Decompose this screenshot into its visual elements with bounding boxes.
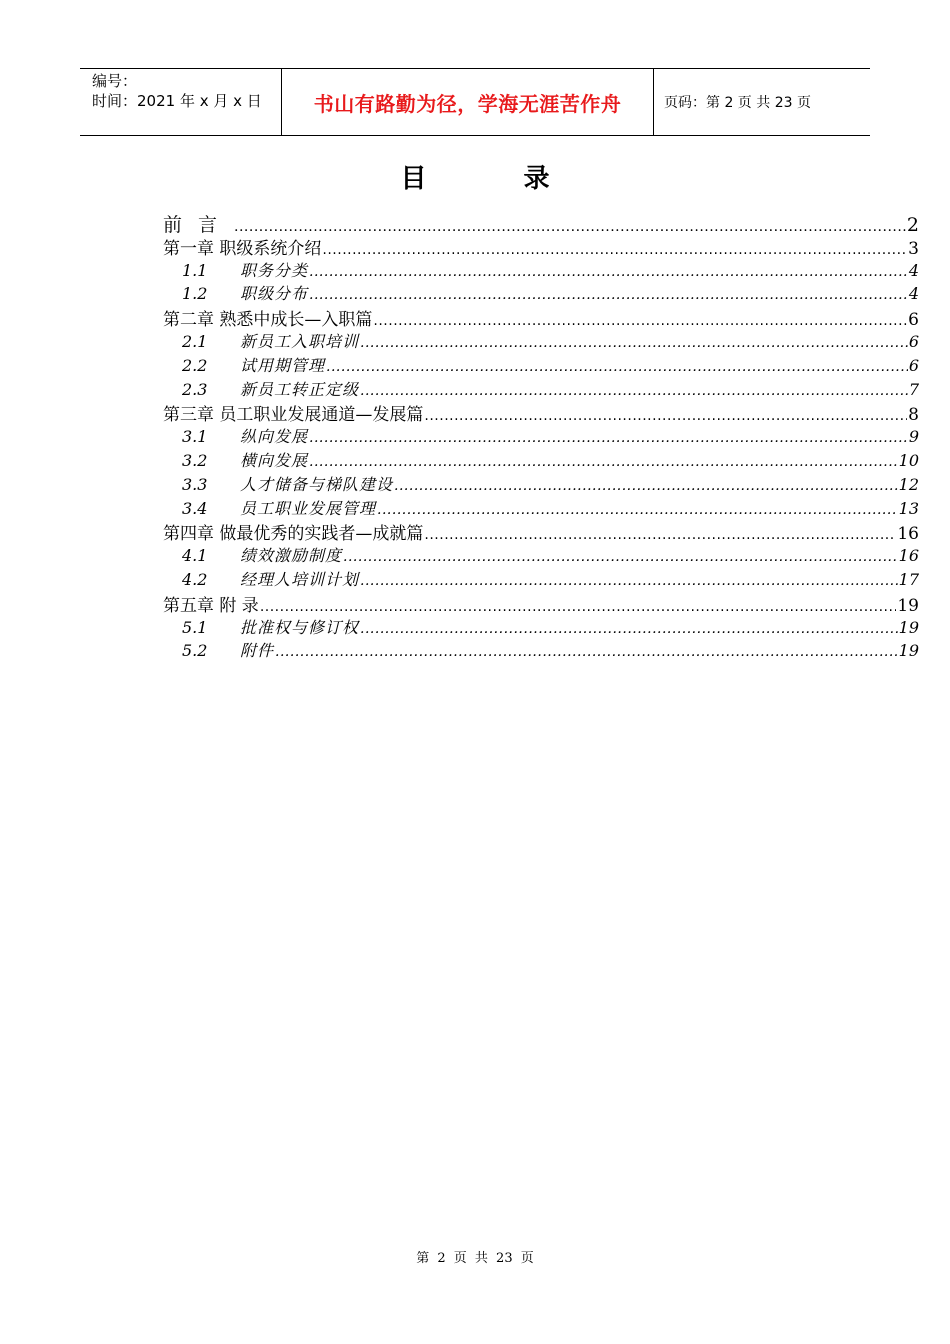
toc-dot-leader	[424, 405, 907, 425]
toc-entry-text: 人才储备与梯队建设	[240, 474, 394, 494]
toc-entry-label	[182, 615, 359, 638]
toc-entry-number: 2.2	[182, 355, 208, 375]
toc-entry-label: 第一章 职级系统介绍	[163, 238, 322, 259]
toc-entry-label	[182, 496, 376, 519]
toc-entry-number: 3.3	[182, 474, 208, 494]
toc-entry-text: 职级分布	[240, 284, 309, 304]
toc-dot-leader	[377, 499, 898, 518]
page-header	[80, 68, 870, 136]
toc-entry-number: 5.2	[182, 641, 208, 661]
toc-entry-text: 批准权与修订权	[240, 617, 360, 637]
toc-subsection-row[interactable]	[163, 281, 919, 305]
page-footer: 第 2 页 共 23 页	[416, 1251, 534, 1266]
toc-page-number: 4	[908, 284, 919, 304]
toc-page-number: 7	[908, 379, 919, 399]
table-of-contents	[163, 210, 919, 662]
toc-dot-leader	[326, 356, 908, 375]
toc-page-number: 9	[908, 427, 919, 447]
toc-page-number: 16	[898, 546, 919, 566]
toc-page-number: 19	[898, 641, 919, 661]
toc-chapter-row[interactable]	[163, 400, 919, 424]
toc-entry-number: 3.2	[182, 450, 208, 470]
toc-entry-label	[182, 472, 393, 495]
toc-dot-leader	[360, 618, 898, 637]
toc-entry-text: 新员工入职培训	[240, 331, 360, 351]
toc-entry-number: 2.3	[182, 379, 208, 399]
toc-entry-number: 3.4	[182, 498, 208, 518]
toc-subsection-row[interactable]	[163, 496, 919, 520]
toc-page-number: 19	[898, 617, 919, 637]
toc-page-number: 6	[908, 331, 919, 351]
toc-page-number: 4	[908, 260, 919, 280]
toc-page-number: 17	[898, 569, 919, 589]
toc-entry-label	[182, 424, 308, 447]
toc-subsection-row[interactable]	[163, 567, 919, 591]
date-label: 时间：2021 年 x 月 x 日	[92, 92, 262, 110]
toc-page-number: 13	[898, 498, 919, 518]
toc-subsection-row[interactable]	[163, 543, 919, 567]
toc-subsection-row[interactable]	[163, 377, 919, 401]
toc-dot-leader	[309, 451, 898, 470]
toc-dot-leader	[309, 284, 908, 303]
toc-dot-leader	[424, 524, 896, 544]
toc-entry-label	[182, 377, 359, 400]
toc-page-number: 6	[908, 355, 919, 375]
toc-chapter-row[interactable]	[163, 305, 919, 329]
toc-subsection-row[interactable]	[163, 448, 919, 472]
toc-page-number: 10	[898, 450, 919, 470]
toc-entry-label	[182, 258, 308, 281]
toc-title-right: 录	[523, 164, 550, 194]
header-motto: 书山有路勤为径，学海无涯苦作舟	[282, 69, 654, 135]
toc-entry-text: 员工职业发展管理	[240, 498, 377, 518]
toc-entry-label: 第二章 熟悉中成长—入职篇	[163, 310, 373, 331]
toc-entry-label	[182, 543, 342, 566]
toc-page-number: 19	[897, 595, 919, 616]
toc-entry-text: 职务分类	[240, 260, 309, 280]
toc-page-number: 12	[898, 474, 919, 494]
toc-entry-label: 第三章 员工职业发展通道—发展篇	[163, 405, 424, 426]
toc-page-number: 2	[906, 214, 919, 236]
toc-dot-leader	[360, 332, 908, 351]
toc-subsection-row[interactable]	[163, 472, 919, 496]
toc-dot-leader	[360, 570, 898, 589]
toc-dot-leader	[343, 546, 898, 565]
header-page-info: 页码：第 2 页 共 23 页	[664, 95, 811, 111]
toc-dot-leader	[322, 239, 907, 259]
toc-entry-text: 新员工转正定级	[240, 379, 360, 399]
toc-chapter-row[interactable]	[163, 234, 919, 258]
toc-entry-number: 4.2	[182, 569, 208, 589]
toc-subsection-row[interactable]	[163, 638, 919, 662]
toc-subsection-row[interactable]	[163, 353, 919, 377]
toc-entry-text: 绩效激励制度	[240, 546, 343, 566]
toc-preface-row[interactable]	[163, 210, 919, 234]
toc-dot-leader	[234, 214, 906, 236]
toc-entry-label	[182, 329, 359, 352]
header-meta	[80, 69, 282, 135]
toc-page-number: 16	[897, 524, 919, 545]
toc-entry-text: 横向发展	[240, 450, 309, 470]
toc-subsection-row[interactable]	[163, 329, 919, 353]
toc-dot-leader	[360, 380, 908, 399]
toc-dot-leader	[309, 427, 908, 446]
toc-page-number: 3	[908, 238, 919, 259]
toc-dot-leader	[394, 475, 898, 494]
toc-entry-number: 3.1	[182, 427, 208, 447]
toc-entry-number: 2.1	[182, 331, 208, 351]
toc-entry-label: 第五章 附 录	[163, 595, 259, 616]
toc-entry-number: 4.1	[182, 546, 208, 566]
toc-subsection-row[interactable]	[163, 258, 919, 282]
toc-subsection-row[interactable]	[163, 424, 919, 448]
toc-entry-label: 第四章 做最优秀的实践者—成就篇	[163, 524, 424, 545]
toc-title-left: 目	[400, 164, 427, 194]
toc-chapter-row[interactable]	[163, 591, 919, 615]
toc-entry-text: 附件	[240, 641, 275, 661]
toc-entry-text: 经理人培训计划	[240, 569, 360, 589]
toc-subsection-row[interactable]	[163, 615, 919, 639]
toc-dot-leader	[260, 596, 897, 616]
toc-entry-label: 前言	[163, 214, 234, 236]
toc-entry-label	[182, 353, 325, 376]
toc-page-number: 8	[908, 405, 919, 426]
toc-title	[0, 158, 950, 195]
toc-entry-number: 5.1	[182, 617, 208, 637]
toc-entry-label	[182, 448, 308, 471]
toc-page-number: 6	[908, 310, 919, 331]
toc-entry-text: 试用期管理	[240, 355, 326, 375]
toc-entry-label	[182, 638, 274, 661]
toc-dot-leader	[309, 261, 908, 280]
toc-chapter-row[interactable]	[163, 519, 919, 543]
toc-dot-leader	[373, 310, 907, 330]
toc-entry-number: 1.2	[182, 284, 208, 304]
toc-entry-number: 1.1	[182, 260, 208, 280]
toc-entry-label	[182, 567, 359, 590]
toc-dot-leader	[275, 641, 898, 660]
toc-entry-label	[182, 281, 308, 304]
toc-entry-text: 纵向发展	[240, 427, 309, 447]
serial-number-label: 编号：	[92, 72, 138, 90]
